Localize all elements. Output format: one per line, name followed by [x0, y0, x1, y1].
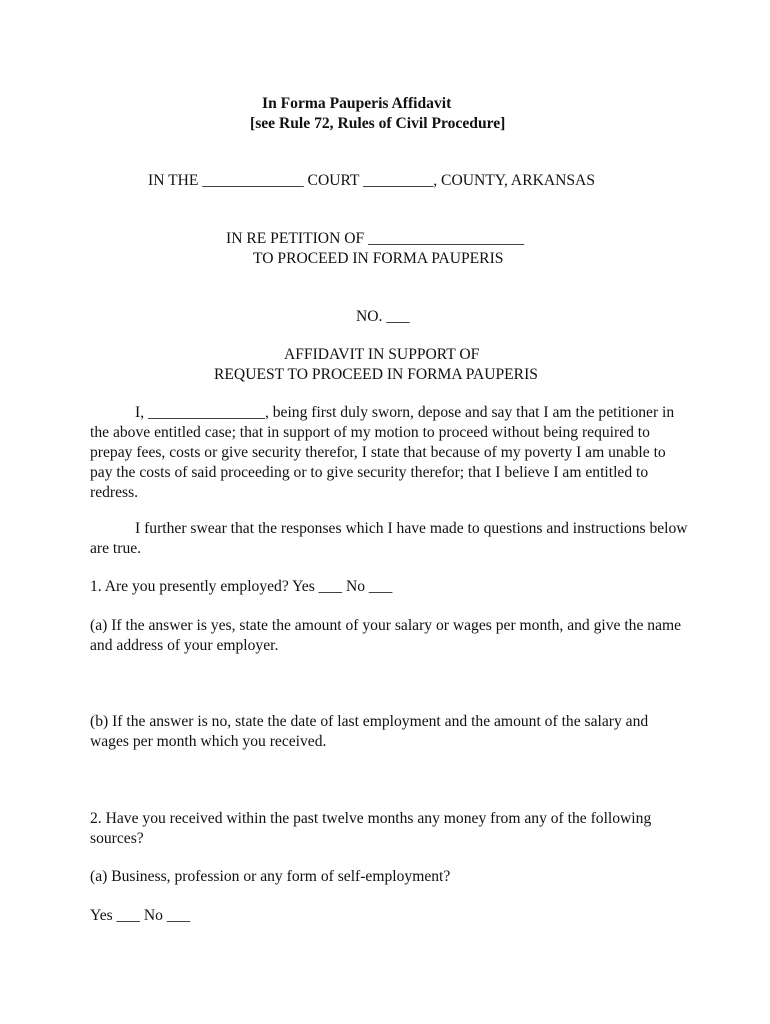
petition-subline: TO PROCEED IN FORMA PAUPERIS [253, 250, 504, 267]
question-1b: (b) If the answer is no, state the date of last employment and the amount of the salary and wages per month which you received. [90, 713, 649, 750]
further-swear-paragraph: I further swear that the responses which I have made to questions and instructions below are true. [90, 520, 688, 557]
question-1a: (a) If the answer is yes, state the amount of your salary or wages per month, and give the name and address of your employer. [90, 617, 682, 654]
case-number: NO. ___ [356, 308, 410, 325]
affidavit-subheading: REQUEST TO PROCEED IN FORMA PAUPERIS [214, 366, 538, 383]
document-title: In Forma Pauperis Affidavit [262, 95, 452, 112]
sworn-statement-paragraph: I, _______________, being first duly sworn, depose and say that I am the petitioner in the above entitled case; that in support of my motion to proceed without being required to prepay fees, costs or give security therefor, I state that because of my poverty I am unable to pay the costs of said proceeding or to give security therefor; that I believe I am entitled to redress. [90, 404, 675, 501]
question-2a-answer: Yes ___ No ___ [90, 907, 191, 924]
rule-reference: [see Rule 72, Rules of Civil Procedure] [250, 115, 506, 132]
question-1: 1. Are you presently employed? Yes ___ No ___ [90, 578, 393, 595]
affidavit-heading: AFFIDAVIT IN SUPPORT OF [284, 346, 480, 363]
court-caption: IN THE _____________ COURT _________, COUNTY, ARKANSAS [148, 172, 595, 189]
question-2a: (a) Business, profession or any form of self-employment? [90, 868, 451, 885]
question-2: 2. Have you received within the past twelve months any money from any of the following sources? [90, 810, 652, 847]
petition-line: IN RE PETITION OF ____________________ [226, 230, 525, 247]
